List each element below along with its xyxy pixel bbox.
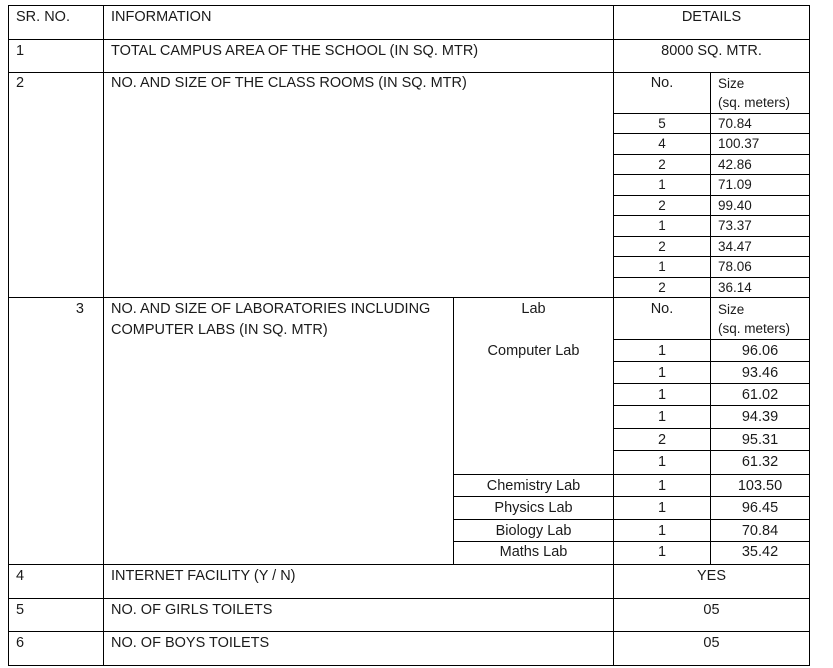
computer-lab-label: Computer Lab [487, 343, 580, 359]
grid-line [613, 361, 810, 362]
computer-lab-size: 96.06 [741, 343, 779, 359]
row5-info: NO. OF GIRLS TOILETS [111, 602, 273, 618]
lab-size: 70.84 [741, 523, 779, 539]
row1-sr: 1 [16, 43, 25, 59]
row5-sr: 5 [16, 602, 25, 618]
row4-info: INTERNET FACILITY (Y / N) [111, 568, 296, 584]
grid-line [613, 428, 810, 429]
lab-no: 1 [657, 478, 667, 494]
computer-lab-no: 1 [657, 454, 667, 470]
row3-info-line1: NO. AND SIZE OF LABORATORIES INCLUDING [111, 301, 431, 317]
classroom-size: 70.84 [718, 116, 752, 131]
classroom-col-size-unit: (sq. meters) [718, 95, 791, 110]
classroom-size: 71.09 [718, 177, 752, 192]
lab-name: Biology Lab [495, 523, 572, 539]
classroom-size: 78.06 [718, 259, 752, 274]
classroom-size: 73.37 [718, 218, 752, 233]
grid-line [613, 405, 810, 406]
grid-line [809, 5, 810, 666]
computer-lab-size: 61.02 [741, 387, 779, 403]
row6-sr: 6 [16, 635, 25, 651]
grid-line [8, 297, 810, 298]
classroom-size: 99.40 [718, 198, 752, 213]
grid-line [8, 5, 810, 6]
grid-line [613, 383, 810, 384]
classroom-no: 2 [658, 280, 666, 295]
computer-lab-size: 95.31 [741, 432, 779, 448]
grid-line [103, 5, 104, 666]
grid-line [8, 5, 9, 666]
classroom-no: 4 [658, 136, 666, 151]
lab-name: Maths Lab [499, 544, 568, 560]
lab-col-no: No. [650, 301, 674, 317]
grid-line [8, 564, 810, 565]
computer-lab-no: 1 [657, 409, 667, 425]
grid-line [8, 631, 810, 632]
grid-line [453, 496, 810, 497]
grid-line [8, 665, 810, 666]
lab-col-lab: Lab [521, 301, 546, 317]
classroom-no: 2 [658, 198, 666, 213]
lab-no: 1 [657, 523, 667, 539]
row4-details: YES [696, 568, 726, 584]
lab-col-size: Size [718, 302, 745, 317]
lab-size: 103.50 [737, 478, 783, 494]
row3-sr: 3 [75, 301, 84, 317]
lab-col-size-unit: (sq. meters) [718, 321, 791, 336]
lab-no: 1 [657, 500, 667, 516]
grid-line [613, 450, 810, 451]
classroom-size: 100.37 [718, 136, 760, 151]
grid-line [453, 519, 810, 520]
computer-lab-size: 94.39 [741, 409, 779, 425]
row1-info: TOTAL CAMPUS AREA OF THE SCHOOL (IN SQ. MTR) [111, 43, 479, 59]
classroom-size: 34.47 [718, 239, 752, 254]
computer-lab-size: 93.46 [741, 365, 779, 381]
classroom-col-no: No. [650, 75, 674, 91]
classroom-no: 1 [658, 177, 666, 192]
classroom-no: 5 [658, 116, 666, 131]
row4-sr: 4 [16, 568, 25, 584]
grid-line [613, 339, 810, 340]
computer-lab-no: 2 [657, 432, 667, 448]
computer-lab-no: 1 [657, 387, 667, 403]
header-sr-no: SR. NO. [16, 9, 70, 25]
row3-info-line2: COMPUTER LABS (IN SQ. MTR) [111, 322, 328, 338]
classroom-no: 1 [658, 218, 666, 233]
row5-details: 05 [703, 602, 720, 618]
grid-line [8, 598, 810, 599]
lab-name: Chemistry Lab [486, 478, 581, 494]
classroom-col-size: Size [718, 76, 745, 91]
row2-info: NO. AND SIZE OF THE CLASS ROOMS (IN SQ. MTR) [111, 75, 467, 91]
lab-no: 1 [657, 544, 667, 560]
grid-line [453, 474, 810, 475]
row1-details: 8000 SQ. MTR. [661, 43, 762, 59]
lab-name: Physics Lab [494, 500, 573, 516]
classroom-size: 36.14 [718, 280, 752, 295]
header-details: DETAILS [681, 9, 742, 25]
row6-info: NO. OF BOYS TOILETS [111, 635, 270, 651]
classroom-no: 2 [658, 239, 666, 254]
computer-lab-no: 1 [657, 365, 667, 381]
classroom-no: 2 [658, 157, 666, 172]
row2-sr: 2 [16, 75, 25, 91]
computer-lab-no: 1 [657, 343, 667, 359]
grid-line [8, 39, 810, 40]
classroom-size: 42.86 [718, 157, 752, 172]
computer-lab-size: 61.32 [741, 454, 779, 470]
row6-details: 05 [703, 635, 720, 651]
lab-size: 96.45 [741, 500, 779, 516]
lab-size: 35.42 [741, 544, 779, 560]
header-information: INFORMATION [111, 9, 212, 25]
classroom-no: 1 [658, 259, 666, 274]
